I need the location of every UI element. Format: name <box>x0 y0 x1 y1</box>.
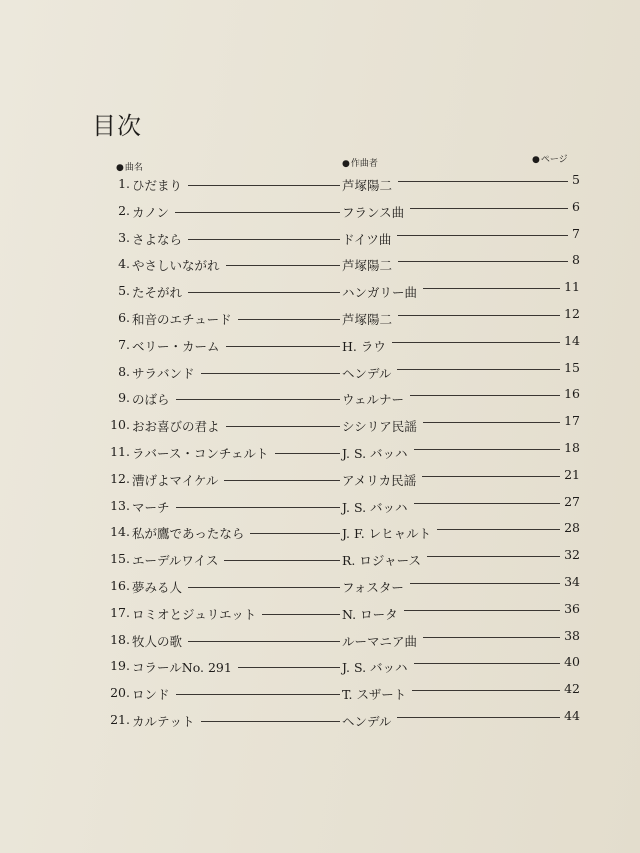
entry-composer: N. ロータ <box>342 606 398 622</box>
entry-composer: ルーマニア曲 <box>342 633 418 649</box>
entry-page: 14 <box>564 332 580 348</box>
leader-line <box>410 583 560 584</box>
leader-line <box>423 422 560 423</box>
toc-entry <box>90 681 580 705</box>
entry-song-title: のばら <box>132 392 170 408</box>
entry-composer: R. ロジャース <box>342 553 421 569</box>
entry-composer: J. F. レヒャルト <box>342 526 432 542</box>
entry-page: 21 <box>564 466 580 482</box>
leader-line <box>437 529 560 530</box>
entry-number: 20. <box>110 685 130 701</box>
leader-line <box>398 261 568 262</box>
toc-entry <box>90 332 580 357</box>
leader-line <box>226 346 340 347</box>
entry-number: 7. <box>118 336 130 352</box>
entry-composer: 芦塚陽二 <box>342 312 393 327</box>
entry-song-title: 私が鷹であったなら <box>132 526 245 542</box>
entry-song-title: カノン <box>132 204 170 220</box>
entry-number: 12. <box>110 470 130 486</box>
entry-number: 11. <box>110 444 130 459</box>
entry-page: 17 <box>564 413 580 429</box>
entry-number: 13. <box>110 497 130 513</box>
entry-number: 16. <box>110 578 130 593</box>
leader-line <box>404 610 560 611</box>
header-song: ●曲名 <box>116 163 143 173</box>
entry-page: 15 <box>564 359 580 375</box>
toc-entry <box>90 225 580 250</box>
toc-entry <box>90 440 580 464</box>
entry-composer: H. ラウ <box>342 338 386 354</box>
toc-entry <box>90 547 580 571</box>
leader-line <box>398 181 568 182</box>
entry-song-title: コラールNo. 291 <box>132 660 232 676</box>
entry-song-title: エーデルワイス <box>132 553 219 569</box>
entry-song-title: サラバンド <box>132 365 195 381</box>
entry-song-title: マーチ <box>132 499 170 515</box>
entry-page: 38 <box>564 627 580 643</box>
entry-number: 15. <box>110 551 130 567</box>
toc-entry <box>90 172 580 196</box>
leader-line <box>410 208 568 209</box>
entry-song-title: 夢みる人 <box>132 580 183 595</box>
leader-line <box>412 690 560 691</box>
toc-entry <box>90 413 580 437</box>
entry-song-title: おお喜びの君よ <box>132 419 220 435</box>
leader-line <box>188 587 340 588</box>
leader-line <box>397 235 568 236</box>
toc-entry <box>90 627 580 652</box>
entry-number: 21. <box>110 712 130 727</box>
header-song-label: 曲名 <box>124 163 143 173</box>
leader-line <box>250 533 340 534</box>
leader-line <box>238 667 340 668</box>
toc-entry <box>90 252 580 276</box>
entry-page: 36 <box>564 600 580 616</box>
header-composer-label: 作曲者 <box>350 159 378 169</box>
leader-line <box>397 369 560 370</box>
page-title: 目次 <box>92 112 142 140</box>
entry-number: 14. <box>110 524 130 540</box>
entry-number: 6. <box>118 310 130 325</box>
header-page: ●ページ <box>532 155 568 165</box>
leader-line <box>224 480 340 481</box>
entry-page: 12 <box>564 306 580 321</box>
leader-line <box>410 395 560 396</box>
entry-page: 7 <box>572 225 580 241</box>
leader-line <box>201 721 340 722</box>
toc-entry <box>90 654 580 678</box>
toc-entry <box>90 306 580 330</box>
leader-line <box>176 507 340 508</box>
entry-number: 4. <box>118 256 130 272</box>
entry-number: 10. <box>110 417 130 433</box>
entry-composer: ドイツ曲 <box>342 231 392 247</box>
leader-line <box>275 453 340 454</box>
leader-line <box>423 288 560 289</box>
entry-number: 8. <box>118 363 130 379</box>
entry-song-title: 漕げよマイケル <box>132 472 219 488</box>
leader-line <box>226 265 340 266</box>
leader-line <box>392 342 560 343</box>
entry-number: 2. <box>118 202 130 218</box>
entry-composer: J. S. バッハ <box>342 660 408 676</box>
entry-number: 3. <box>118 229 130 245</box>
header-page-label: ページ <box>540 155 568 165</box>
leader-line <box>414 449 560 450</box>
entry-page: 27 <box>564 493 580 509</box>
entry-composer: J. S. バッハ <box>342 446 408 461</box>
entry-song-title: ラバース・コンチェルト <box>132 446 269 461</box>
entry-song-title: ひだまり <box>132 178 183 193</box>
leader-line <box>423 637 560 638</box>
toc-entry <box>90 386 580 410</box>
entry-composer: T. スザート <box>342 687 407 703</box>
entry-song-title: ロミオとジュリエット <box>132 606 257 622</box>
toc-entry <box>90 359 580 384</box>
entry-number: 9. <box>118 390 130 406</box>
entry-song-title: ロンド <box>132 687 170 703</box>
entry-page: 11 <box>564 279 580 295</box>
entry-composer: フォスター <box>342 580 404 595</box>
leader-line <box>427 556 560 557</box>
entry-composer: J. S. バッハ <box>342 499 408 515</box>
entry-song-title: やさしいながれ <box>132 258 220 274</box>
entry-number: 1. <box>118 176 130 191</box>
entry-number: 5. <box>118 283 130 299</box>
leader-line <box>422 476 560 477</box>
entry-song-title: たそがれ <box>132 285 183 301</box>
leader-line <box>188 239 340 240</box>
entry-composer: ヘンデル <box>342 714 392 729</box>
entry-number: 19. <box>110 658 130 674</box>
entry-composer: アメリカ民謡 <box>342 472 417 488</box>
leader-line <box>201 373 340 374</box>
leader-line <box>188 185 340 186</box>
leader-line <box>238 319 340 320</box>
entry-song-title: 牧人の歌 <box>132 633 183 649</box>
leader-line <box>175 212 340 213</box>
leader-line <box>414 503 560 504</box>
header-composer: ●作曲者 <box>342 159 378 169</box>
leader-line <box>188 641 340 642</box>
entry-page: 18 <box>564 440 580 455</box>
entry-page: 32 <box>564 547 580 563</box>
entry-page: 34 <box>564 574 580 589</box>
entry-number: 18. <box>110 631 130 647</box>
entry-page: 16 <box>564 386 580 402</box>
toc-entry <box>90 574 580 598</box>
toc-entry <box>90 520 580 544</box>
leader-line <box>397 717 560 718</box>
entry-composer: ハンガリー曲 <box>342 285 418 301</box>
toc-entry <box>90 708 580 732</box>
leader-line <box>176 399 340 400</box>
entry-composer: ウェルナー <box>342 392 405 408</box>
entry-composer: ヘンデル <box>342 365 392 381</box>
entry-page: 5 <box>572 172 580 187</box>
entry-composer: シシリア民謡 <box>342 419 417 435</box>
entry-page: 42 <box>564 681 580 697</box>
entry-composer: フランス曲 <box>342 204 405 220</box>
toc-entry <box>90 600 580 625</box>
leader-line <box>398 315 560 316</box>
entry-page: 6 <box>572 198 580 214</box>
leader-line <box>414 663 560 664</box>
entry-song-title: ベリー・カーム <box>132 338 220 354</box>
entry-page: 44 <box>564 708 580 723</box>
entry-page: 8 <box>572 252 580 268</box>
entry-song-title: さよなら <box>132 231 183 247</box>
leader-line <box>224 560 340 561</box>
entry-page: 40 <box>564 654 580 670</box>
leader-line <box>262 614 340 615</box>
toc-entry <box>90 493 580 518</box>
entry-song-title: カルテット <box>132 714 195 729</box>
toc-entry <box>90 466 580 491</box>
entry-composer: 芦塚陽二 <box>342 178 393 193</box>
entry-number: 17. <box>110 604 130 620</box>
toc-entry <box>90 198 580 223</box>
entry-song-title: 和音のエチュード <box>132 312 232 327</box>
entry-composer: 芦塚陽二 <box>342 258 393 274</box>
toc-entry <box>90 279 580 303</box>
leader-line <box>226 426 340 427</box>
entry-page: 28 <box>564 520 580 536</box>
leader-line <box>188 292 340 293</box>
leader-line <box>176 694 340 695</box>
